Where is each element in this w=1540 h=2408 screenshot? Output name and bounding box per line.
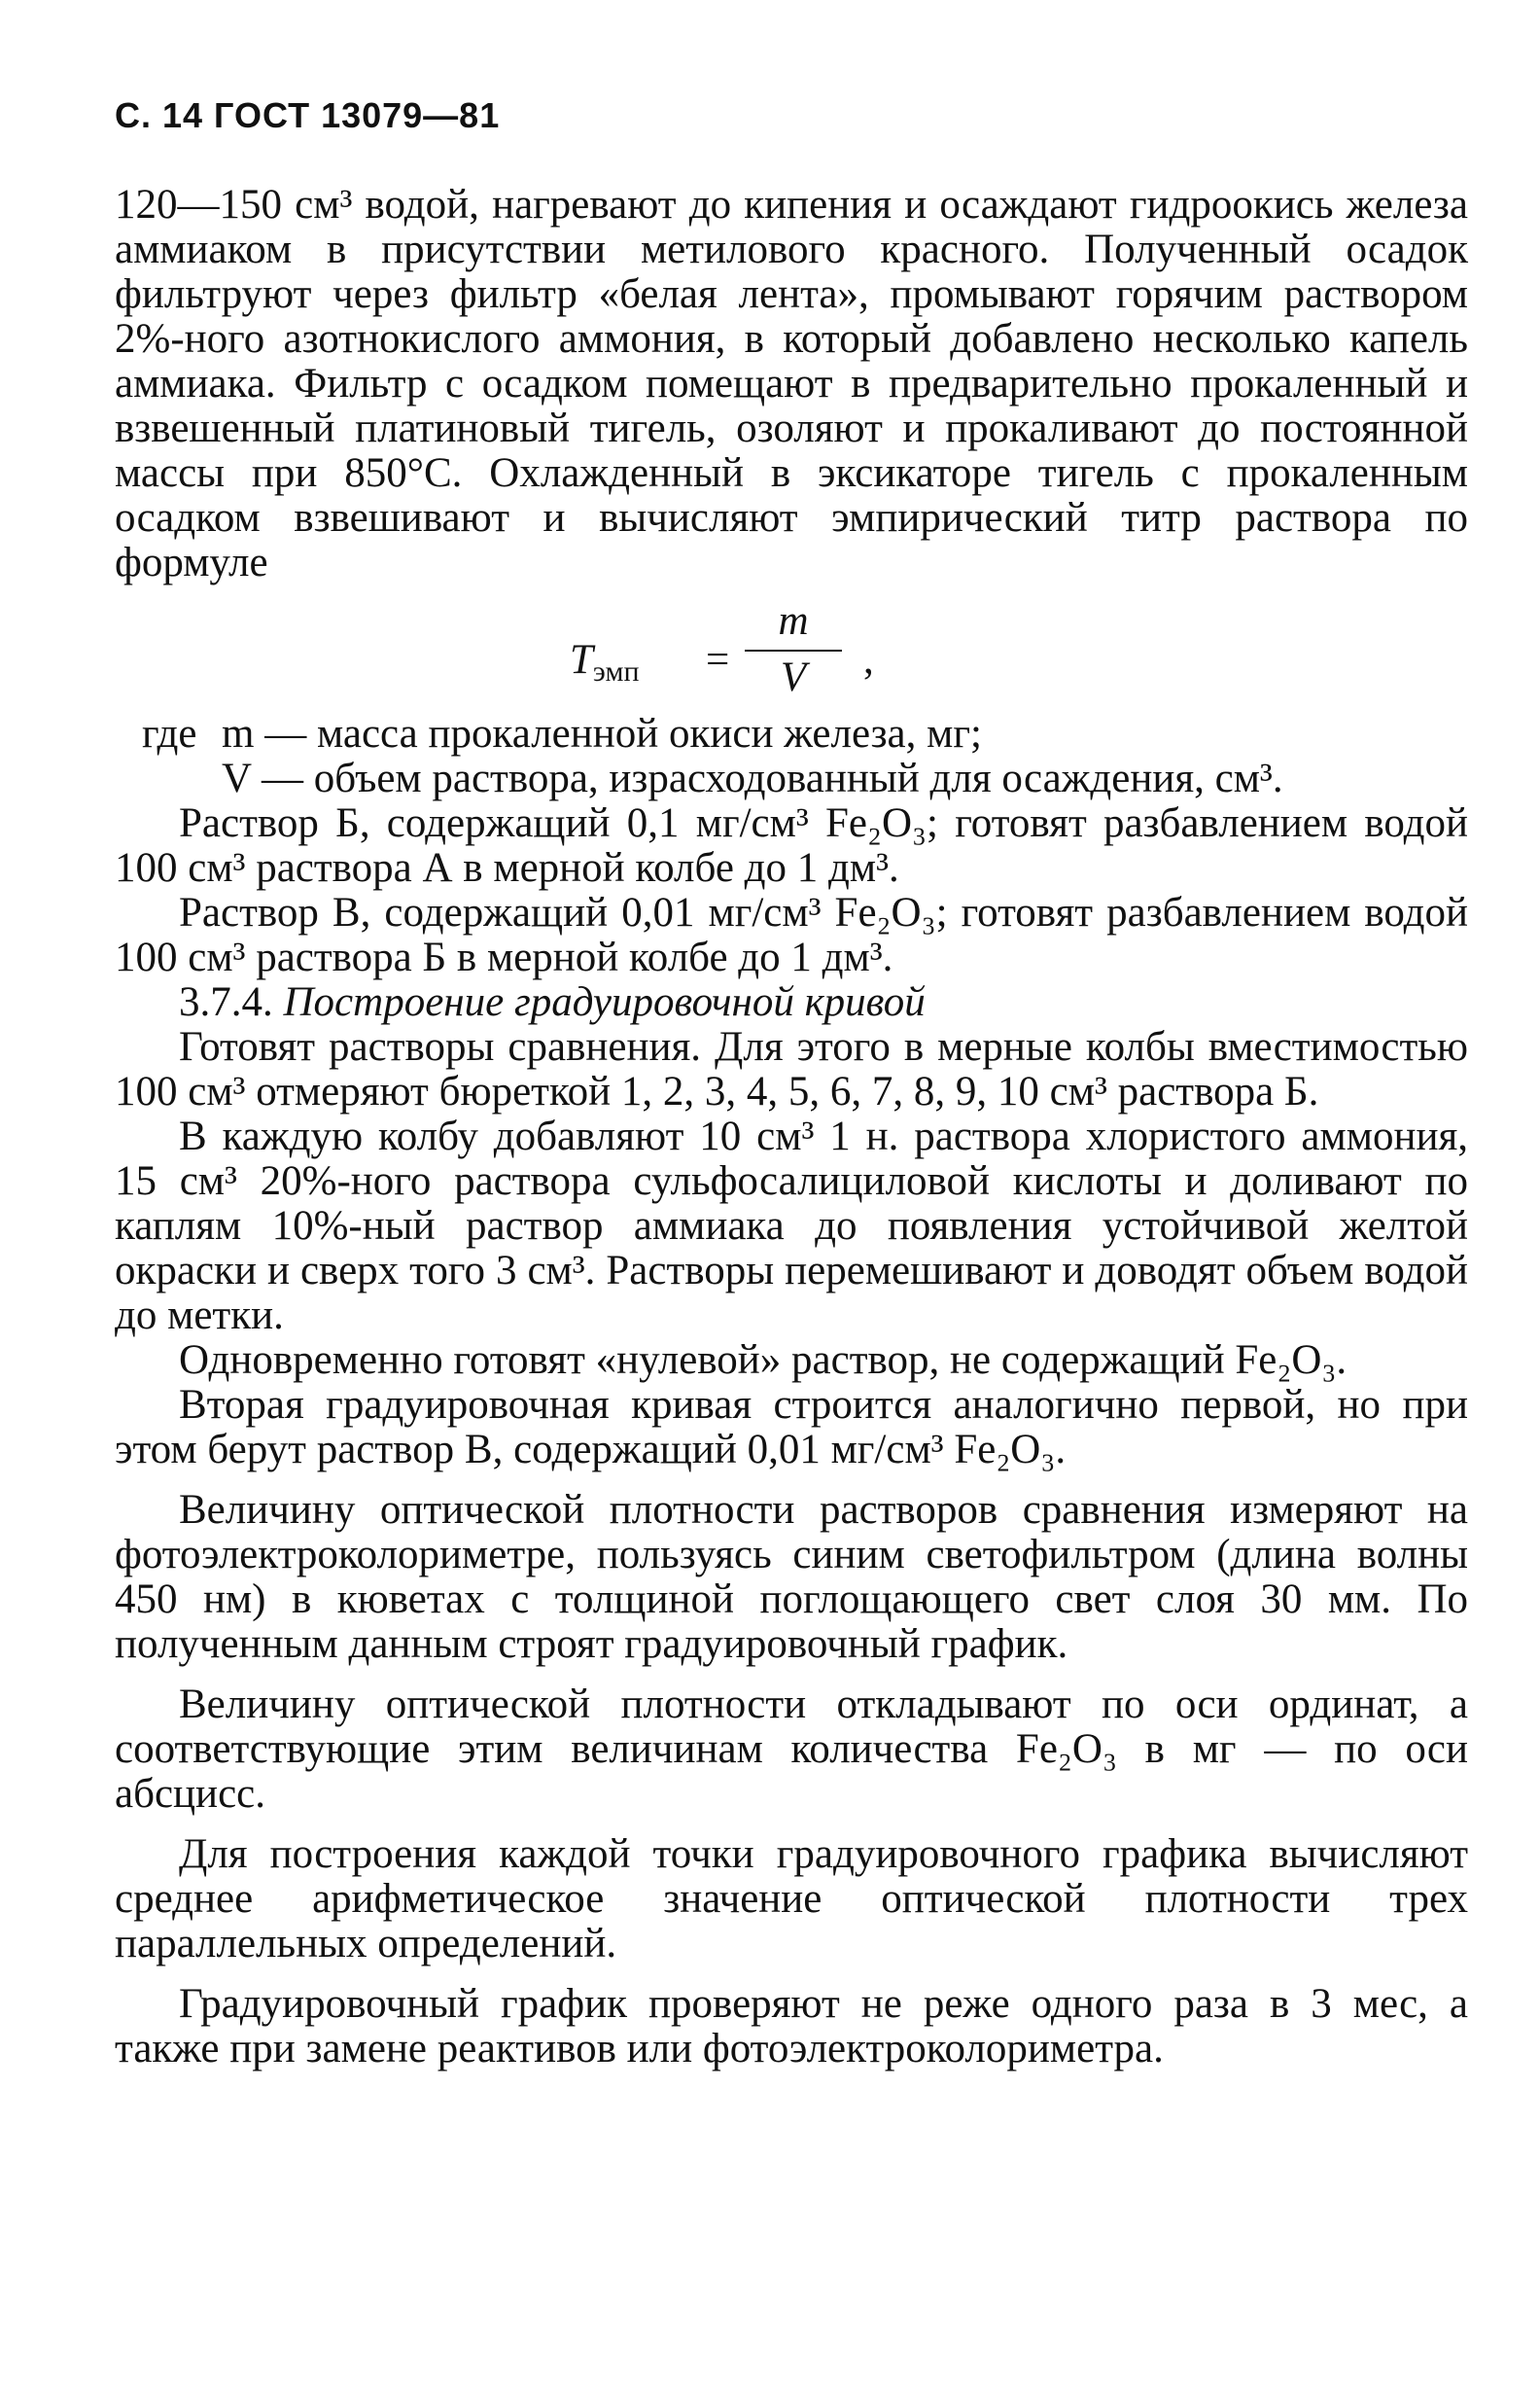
- formula-equals: =: [706, 637, 730, 683]
- paragraph-solution-b: Раствор Б, содержащий 0,1 мг/см³ Fe₂O₃; готовят разбавлением водой 100 см³ раствора А в мерной колбе до 1 дм³.: [115, 800, 1468, 891]
- document-body: [115, 183, 1468, 2072]
- where-m-definition: m — масса прокаленной окиси железа, мг;: [222, 711, 982, 757]
- where-label: где: [142, 711, 197, 757]
- where-row-v: [115, 757, 1468, 801]
- titer-formula: [115, 599, 1468, 712]
- paragraph-10: Для построения каждой точки градуировочного графика вычисляют среднее арифметическое значение оптической плотности трех параллельных определений.: [115, 1831, 1468, 1966]
- paragraph-6: Одновременно готовят «нулевой» раствор, не содержащий Fe₂O₃.: [179, 1337, 1348, 1383]
- paragraph-8: Величину оптической плотности растворов сравнения измеряют на фотоэлектроколориметре, пользуясь синим светофильтром (длина волны 450 нм) в кюветах с толщиной поглощающего свет слоя 30 мм. По полученным данным строят градуировочный график.: [115, 1487, 1468, 1667]
- formula-numerator: m: [778, 598, 809, 644]
- section-heading: [115, 980, 1468, 1025]
- fraction-bar: [745, 650, 842, 652]
- paragraph-4: Готовят растворы сравнения. Для этого в мерные колбы вместимостью 100 см³ отмеряют бюреткой 1, 2, 3, 4, 5, 6, 7, 8, 9, 10 см³ раствора Б.: [115, 1024, 1468, 1115]
- formula-lhs-subscript: эмп: [592, 655, 640, 688]
- formula-lhs: [570, 638, 640, 694]
- section-title: Построение градуировочной кривой: [283, 979, 926, 1025]
- paragraph-5: В каждую колбу добавляют 10 см³ 1 н. раствора хлористого аммония, 15 см³ 20%-ного раствора сульфосалициловой кислоты и доливают по каплям 10%-ный раствор аммиака до появления устойчивой желтой окраски и сверх того 3 см³. Растворы перемешивают и доводят объем водой до метки.: [115, 1114, 1468, 1338]
- section-number: 3.7.4.: [179, 979, 273, 1025]
- page-header: С. 14 ГОСТ 13079—81: [115, 95, 501, 135]
- paragraph-1: 120—150 см³ водой, нагревают до кипения и осаждают гидроокись железа аммиаком в присутствии метилового красного. Полученный осадок фильтруют через фильтр «белая лента», промывают горячим раствором 2%-ного азотнокислого аммония, в который добавлено несколько капель аммиака. Фильтр с осадком помещают в предварительно прокаленный и взвешенный платиновый тигель, озоляют и прокаливают до постоянной массы при 850°С. Охлажденный в эксикаторе тигель с прокаленным осадком взвешивают и вычисляют эмпирический титр раствора по формуле: [115, 182, 1468, 585]
- formula-denominator: V: [780, 655, 807, 700]
- formula-comma: ,: [863, 637, 874, 683]
- paragraph-solution-v: Раствор В, содержащий 0,01 мг/см³ Fe₂O₃; готовят разбавлением водой 100 см³ раствора Б в мерной колбе до 1 дм³.: [115, 890, 1468, 980]
- formula-lhs-symbol: T: [570, 637, 593, 683]
- paragraph-11: Градуировочный график проверяют не реже одного раза в 3 мес, а также при замене реактивов или фотоэлектроколориметра.: [115, 1981, 1468, 2072]
- formula-fraction: [745, 599, 842, 700]
- where-v-definition: V — объем раствора, израсходованный для осаждения, см³.: [222, 756, 1283, 801]
- paragraph-9: Величину оптической плотности откладывают по оси ординат, а соответствующие этим величинам количества Fe₂O₃ в мг — по оси абсцисс.: [115, 1682, 1468, 1817]
- paragraph-7: Вторая градуировочная кривая строится аналогично первой, но при этом берут раствор В, содержащий 0,01 мг/см³ Fe₂O₃.: [115, 1382, 1468, 1472]
- where-row-m: [115, 712, 1468, 757]
